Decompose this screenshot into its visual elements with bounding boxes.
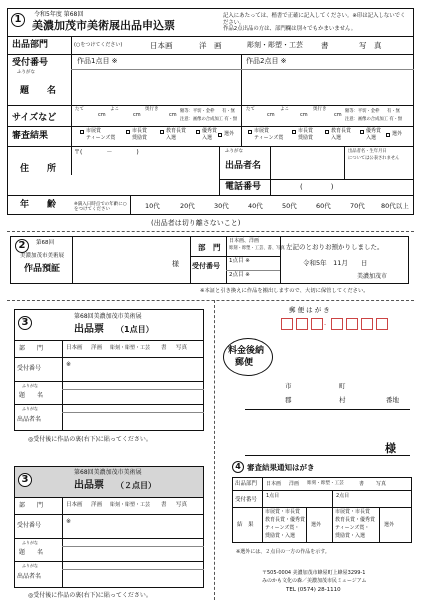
entry-tag-title: 出品票 <box>74 324 104 335</box>
receipt-footnote: ※本証と引き換えに作品を搬出しますので、大切に保管してください。 <box>200 288 369 294</box>
award-option: 教育長賞 <box>166 128 187 134</box>
award-option: 選外 <box>224 131 235 137</box>
event-name: 第68回美濃加茂市美術展 <box>74 469 142 476</box>
award-option: 市長賞 <box>298 128 314 134</box>
receipt-title: 作品預証 <box>24 264 61 274</box>
postal-digit-box[interactable] <box>331 318 343 330</box>
dim-height-label: たて <box>75 107 84 112</box>
dept-hint: (○をつけてください) <box>74 42 123 48</box>
furigana-label: ふりがな <box>22 406 38 411</box>
dept-option[interactable]: 彫刻・彫塑・工芸 <box>247 41 303 49</box>
dim-width-label: よこ <box>280 107 289 112</box>
phone-paren: ( ) <box>300 183 334 191</box>
page: 1 令和5年度 第68回 美濃加茂市美術展出品申込票 記入にあたっては、楷書で正確に記入してください。※印は記入しないでください。 作品2点出品の方は、部門欄は別々でもかまいません。 出品部門 (○をつけてください) 日本画 洋 画 彫刻・彫塑・工芸 書 写 真 受付番号 作品1点目 ※ 作品2点目 ※ ふりがな 題 名 サイズなど たて よこ 奥行き cm cm cm 額等：平切・金枠 有・無 注意：画像の合成加工 有・無 たて よこ 奥行き cm cm cm 額等：平切・金枠 有・無 注意：画像の合成加工 有・無 審査結果 市展賞 ティーンズ賞 市長賞 奨励賞 教育長賞 入選 優秀賞 入選 選外 市展賞 ティーンズ賞 市長賞 奨励賞 教育長賞 入選 優秀賞 入選 選外 住 所 〒( － ) ふりがな 出品者名 出品者名・生年月日 については公表されません 電話番号 ( ) 年 齢 ※満入日時点での年齢に○をつけてください 10代 20代 30代 40代 50代 60代 70代 80代以上 (出品者は切り離さないこと) 2 第68回 美濃加茂市美術展 作品預証 様 部 門 日本画、洋画 彫刻・彫塑・工芸、書、写真 受付番号 1点目 ※ 2点目 ※ 左記のとおりお預かりしました。 令和5年 11月 日 美濃加茂市 ※本証と引き換えに作品を搬出しますので、大切に保管してください。 3 第68回美濃加茂市美術展 出品票 （1点目） 部 門 日本画 洋画 彫刻・彫塑・工芸 書 写真 受付番号 ※ ふりがな 題 名 ふりがな 出品者名 ◎受付後に作品の裏(右下)に貼ってください。 3 第68回美濃加茂市美術展 出品票 （２点目） 部 門 日本画 洋画 彫刻・彫塑・工芸 書 写真 受付番号 ※ ふりがな 題 名 ふりがな 出品者名 ◎受付後に作品の裏(右下)に貼ってください。 郵 便 は が き - 料金後納 郵便 市 町 郡 村 番地 様 4 審査結果通知はがき 出品部門 日本画 洋画 彫刻・彫塑・工芸 書 写真 受付番号 1点目 2点目 結 果 市展賞・市長賞 教育長賞・優秀賞 ティーンズ賞・ 奨励賞・入選 選外 市展賞・市長賞 教育長賞・優秀賞 ティーンズ賞・ 奨励賞・入選 選外 ※選外には、２点目の一方の作品を示す。 〒505-0004 美濃加茂市蜂屋町上蜂屋3299-1 みのかも文化の森／美濃加茂市民ミュージアム TEL (0574) 28-1110 <box>0 0 428 600</box>
receipt-date: 令和5年 11月 日 <box>303 259 368 267</box>
award-line: 市展賞・市長賞 <box>265 509 301 515</box>
age-option[interactable]: 70代 <box>350 202 365 210</box>
award-option: 市展賞 <box>86 128 102 134</box>
age-option[interactable]: 60代 <box>316 202 331 210</box>
work1-label: 作品1点目 ※ <box>77 57 118 65</box>
museum-address: 〒505-0004 美濃加茂市蜂屋町上蜂屋3299-1 <box>262 570 366 576</box>
museum-phone: TEL (0574) 28-1110 <box>286 587 341 593</box>
result-note: ※選外には、２点目の一方の作品を示す。 <box>236 549 330 555</box>
event-name: 第68回美濃加茂市美術展 <box>74 313 142 320</box>
receipt-text: 左記のとおりお預かりしました。 <box>286 243 384 251</box>
dim-height-label: たて <box>246 107 255 112</box>
work1-label: 1点目 <box>266 493 280 499</box>
age-label: 年 齢 <box>20 200 57 210</box>
award-line: 奨励賞・入選 <box>265 533 296 539</box>
dept-option: 洋画 <box>91 345 103 351</box>
section-number-badge: 3 <box>18 316 32 330</box>
receipt-label: 受付番号 <box>12 58 49 68</box>
form-title: 美濃加茂市美術展出品申込票 <box>32 19 175 32</box>
award-option: 入選 <box>366 135 377 141</box>
dept-option: 写真 <box>176 502 188 508</box>
dept-label: 出品部門 <box>235 481 258 487</box>
receipt-label: 受付番号 <box>17 522 42 529</box>
title-label: 題 名 <box>20 86 57 96</box>
work2-label: 2点目 <box>336 493 350 499</box>
postal-digit-box[interactable] <box>296 318 308 330</box>
entry-tag-subtitle: （1点目） <box>116 325 154 334</box>
postcard-label: 郵 便 は が き <box>289 306 330 314</box>
addr-county: 郡 <box>285 396 292 404</box>
award-line: ティーンズ賞・ <box>335 525 370 531</box>
review-label: 審査結果 <box>12 131 49 141</box>
award-option: 入選 <box>166 135 177 141</box>
dept-option: 彫刻・彫塑・工芸 <box>110 502 151 508</box>
event-edition: 令和5年度 第68回 <box>34 11 84 18</box>
privacy-note-2: については公表されません <box>348 156 400 161</box>
postal-code: 〒( － ) <box>74 149 139 156</box>
award-option: 市展賞 <box>254 128 270 134</box>
age-option[interactable]: 20代 <box>180 202 195 210</box>
section-number-badge: 2 <box>15 239 29 253</box>
dept-option[interactable]: 日本画 <box>150 41 173 50</box>
dept-option: 洋画 <box>91 502 103 508</box>
dim-unit: cm <box>300 112 308 118</box>
age-option[interactable]: 50代 <box>282 202 297 210</box>
entrant-name-label: 出品者名 <box>17 573 42 580</box>
dept-option: 彫刻・彫塑・工芸 <box>307 481 344 486</box>
event-edition: 第68回 <box>36 240 54 246</box>
award-option: 入選 <box>202 135 213 141</box>
award-option: 教育長賞 <box>331 128 352 134</box>
dept-option: 写真 <box>376 481 387 487</box>
section-number-badge: 3 <box>18 473 32 487</box>
dept-option: 写真 <box>176 345 188 351</box>
postal-digit-box[interactable] <box>281 318 293 330</box>
addr-number: 番地 <box>386 396 399 404</box>
receipt-label: 受付番号 <box>235 497 258 503</box>
postal-digit-box[interactable] <box>346 318 358 330</box>
dim-unit: cm <box>98 112 106 118</box>
work1-label: 1点目 ※ <box>229 258 250 264</box>
entrant-name-label: 出品者名 <box>17 416 42 423</box>
frame-yes-no[interactable]: 有・無 <box>387 109 400 114</box>
age-option[interactable]: 30代 <box>214 202 229 210</box>
dept-options: 彫刻・彫塑・工芸、書、写真 <box>229 246 285 251</box>
rejected-label: 選外 <box>384 522 395 528</box>
dim-width-label: よこ <box>110 107 119 112</box>
dept-option: 書 <box>359 481 365 487</box>
work2-label: 作品2点目 ※ <box>246 57 287 65</box>
dept-label: 部 門 <box>19 345 44 352</box>
award-line: 奨励賞・入選 <box>335 533 366 539</box>
award-line: ティーンズ賞・ <box>265 525 300 531</box>
museum-name: みのかも文化の森／美濃加茂市民ミュージアム <box>262 578 367 584</box>
frame-note: 額等：平切・金枠 <box>345 109 380 114</box>
instruction-note-2: 作品2点出品の方は、部門欄は別々でもかまいません。 <box>223 26 357 32</box>
dept-option: 彫刻・彫塑・工芸 <box>110 345 151 351</box>
title-label: 題 名 <box>19 549 44 556</box>
recipient-honorific: 様 <box>172 260 179 268</box>
award-option: 奨励賞 <box>298 135 314 141</box>
frame-yes-no[interactable]: 有・無 <box>222 109 235 114</box>
event-name: 美濃加茂市美術展 <box>20 253 65 259</box>
award-option: 優秀賞 <box>366 128 382 134</box>
dept-option[interactable]: 書 <box>321 41 329 50</box>
postal-digit-box[interactable] <box>361 318 373 330</box>
furigana-label: ふりがな <box>22 383 38 388</box>
entrant-name-label: 出品者名 <box>225 161 262 171</box>
dept-option: 日本画 <box>66 345 83 351</box>
receipt-label: 受付番号 <box>192 262 220 270</box>
entry-tag-footnote: ◎受付後に作品の裏(右下)に貼ってください。 <box>28 436 152 443</box>
title-label: 題 名 <box>19 392 44 399</box>
entry-tag-subtitle: （２点目） <box>116 481 156 490</box>
rejected-label: 選外 <box>311 522 322 528</box>
dept-option[interactable]: 写 真 <box>359 41 382 50</box>
dept-label: 出品部門 <box>12 40 49 50</box>
entry-tag-footnote: ◎受付後に作品の裏(右下)に貼ってください。 <box>28 592 152 599</box>
dept-option[interactable]: 洋 画 <box>199 41 222 50</box>
postage-paid-stamp <box>223 338 273 376</box>
work2-label: 2点目 ※ <box>229 272 250 278</box>
phone-label: 電話番号 <box>225 182 262 192</box>
section-number-badge: 1 <box>11 13 25 27</box>
postal-digit-box[interactable] <box>376 318 388 330</box>
stamp-text: 郵便 <box>235 358 254 368</box>
award-line: 市展賞・市長賞 <box>335 509 371 515</box>
furigana-label: ふりがな <box>225 149 243 154</box>
award-line: 教育長賞・優秀賞 <box>335 517 376 523</box>
dim-unit: cm <box>133 112 141 118</box>
dim-unit: cm <box>169 112 177 118</box>
furigana-label: ふりがな <box>22 540 38 545</box>
instruction-note: 記入にあたっては、楷書で正確に記入してください。※印は記入しないでください。 <box>223 13 406 27</box>
receipt-star: ※ <box>66 518 72 525</box>
dim-depth-label: 奥行き <box>145 107 159 112</box>
award-option: 奨励賞 <box>132 135 148 141</box>
age-option[interactable]: 40代 <box>248 202 263 210</box>
award-option: ティーンズ賞 <box>254 135 284 141</box>
age-option[interactable]: 80代以上 <box>381 202 409 210</box>
age-hint: ※満入日時点での年齢に○をつけてください <box>74 202 127 213</box>
privacy-note: 出品者名・生年月日 <box>348 149 387 154</box>
award-option: 入選 <box>331 135 342 141</box>
addr-town: 町 <box>339 382 346 390</box>
composite-note: 注意：画像の合成加工 有・無 <box>345 117 403 122</box>
dim-depth-label: 奥行き <box>313 107 327 112</box>
size-label: サイズなど <box>12 113 57 123</box>
dim-unit: cm <box>334 112 342 118</box>
cut-notice: (出品者は切り離さないこと) <box>151 219 241 227</box>
stamp-text: 料金後納 <box>228 346 265 356</box>
receipt-label: 受付番号 <box>17 365 42 372</box>
furigana-label: ふりがな <box>22 563 38 568</box>
entry-tag-title: 出品票 <box>74 480 104 491</box>
award-option: 選外 <box>392 131 403 137</box>
frame-note: 額等：平切・金枠 <box>180 109 215 114</box>
dept-option: 書 <box>161 345 167 351</box>
furigana-label: ふりがな <box>17 70 35 75</box>
award-option: ティーンズ賞 <box>86 135 116 141</box>
receipt-star: ※ <box>66 361 72 368</box>
dim-unit: cm <box>267 112 275 118</box>
addressee-honorific: 様 <box>385 442 396 455</box>
section-number-badge: 4 <box>232 461 244 473</box>
composite-note: 注意：画像の合成加工 有・無 <box>180 117 238 122</box>
dept-option: 洋画 <box>289 481 300 487</box>
addr-village: 村 <box>339 396 346 404</box>
dept-options: 日本画、洋画 <box>229 238 260 244</box>
issuer-name: 美濃加茂市 <box>357 273 388 280</box>
dept-option: 書 <box>161 502 167 508</box>
notice-title: 審査結果通知はがき <box>247 463 315 472</box>
dept-option: 日本画 <box>266 481 282 487</box>
dept-label: 部 門 <box>198 243 221 252</box>
award-line: 教育長賞・優秀賞 <box>265 517 306 523</box>
award-option: 市長賞 <box>132 128 148 134</box>
dept-label: 部 門 <box>19 502 44 509</box>
age-option[interactable]: 10代 <box>145 202 160 210</box>
postal-digit-box[interactable] <box>311 318 323 330</box>
dept-option: 日本画 <box>66 502 83 508</box>
addr-city: 市 <box>285 382 292 390</box>
result-label: 結 果 <box>237 522 254 528</box>
award-option: 優秀賞 <box>202 128 218 134</box>
address-label: 住 所 <box>20 164 57 174</box>
